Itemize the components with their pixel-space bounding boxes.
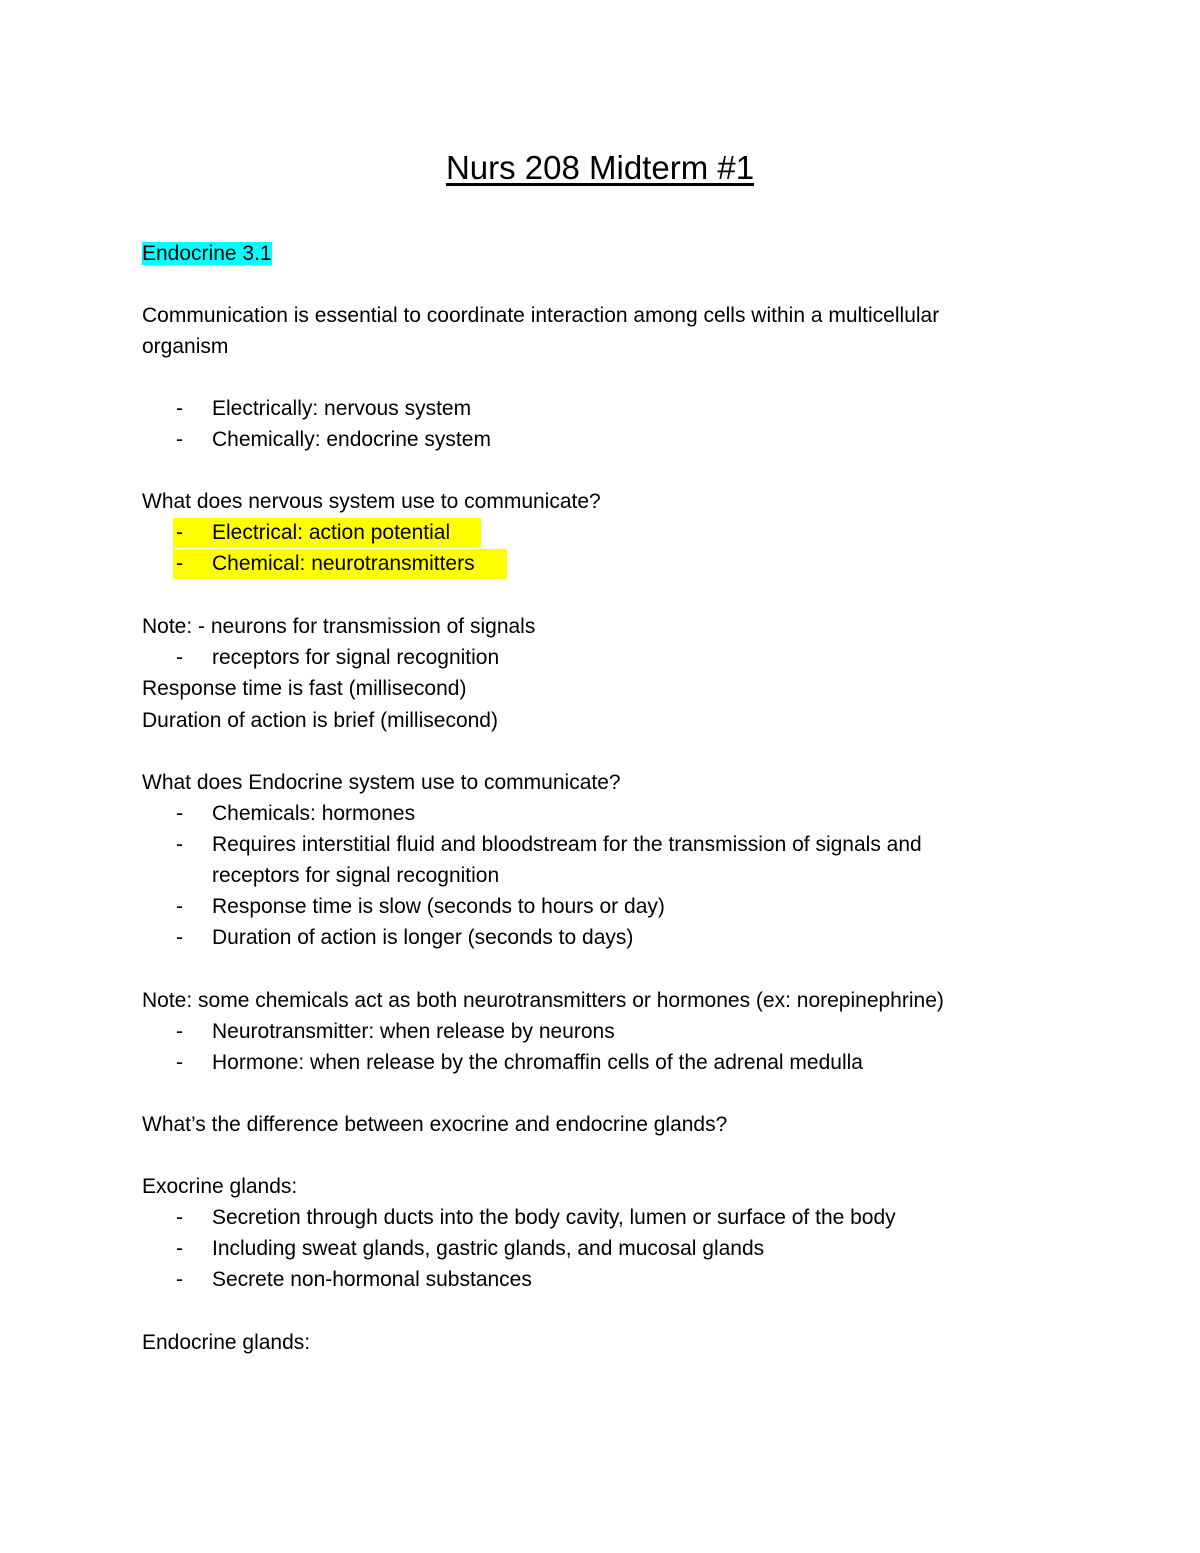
bullet-dash: - bbox=[176, 1020, 183, 1043]
bullet-dash: - bbox=[176, 895, 183, 918]
intro-text-line-2: organism bbox=[142, 335, 229, 358]
question-nervous: What does nervous system use to communicate? bbox=[142, 490, 601, 513]
list-item: Requires interstitial fluid and bloodstream for the transmission of signals and bbox=[212, 833, 922, 856]
list-item: Hormone: when release by the chromaffin cells of the adrenal medulla bbox=[212, 1051, 863, 1074]
note-dual-chemicals: Note: some chemicals act as both neurotransmitters or hormones (ex: norepinephrine) bbox=[142, 989, 944, 1012]
list-item: Secrete non-hormonal substances bbox=[212, 1268, 532, 1291]
bullet-dash: - bbox=[176, 833, 183, 856]
list-item-continuation: receptors for signal recognition bbox=[212, 864, 500, 887]
bullet-dash: - bbox=[176, 1051, 183, 1074]
bullet-dash: - bbox=[176, 1268, 183, 1291]
document-title: Nurs 208 Midterm #1 bbox=[445, 149, 755, 186]
bullet-dash: - bbox=[176, 646, 183, 669]
note-neurons: Note: - neurons for transmission of signals bbox=[142, 615, 536, 638]
list-item: Duration of action is longer (seconds to days) bbox=[212, 926, 634, 949]
bullet-dash: - bbox=[176, 926, 183, 949]
list-item: Neurotransmitter: when release by neurons bbox=[212, 1020, 615, 1043]
bullet-dash: - bbox=[176, 521, 183, 544]
highlighted-answer: Electrical: action potential bbox=[212, 521, 451, 544]
section-heading-row bbox=[142, 238, 272, 269]
exocrine-heading: Exocrine glands: bbox=[142, 1175, 298, 1198]
list-item: Secretion through ducts into the body cavity, lumen or surface of the body bbox=[212, 1206, 896, 1229]
duration-brief: Duration of action is brief (millisecond) bbox=[142, 709, 498, 732]
response-time-fast: Response time is fast (millisecond) bbox=[142, 677, 467, 700]
section-heading: Endocrine 3.1 bbox=[142, 242, 272, 265]
bullet-dash: - bbox=[176, 802, 183, 825]
endocrine-heading: Endocrine glands: bbox=[142, 1331, 311, 1354]
list-item: receptors for signal recognition bbox=[212, 646, 500, 669]
bullet-dash: - bbox=[176, 552, 183, 575]
bullet-dash: - bbox=[176, 397, 183, 420]
list-item: Chemicals: hormones bbox=[212, 802, 416, 825]
highlighted-answer: Chemical: neurotransmitters bbox=[212, 552, 475, 575]
list-item: Including sweat glands, gastric glands, and mucosal glands bbox=[212, 1237, 765, 1260]
bullet-dash: - bbox=[176, 428, 183, 451]
question-glands: What’s the difference between exocrine and endocrine glands? bbox=[142, 1113, 728, 1136]
intro-text-line-1: Communication is essential to coordinate interaction among cells within a multicellular bbox=[142, 304, 940, 327]
list-item: Chemically: endocrine system bbox=[212, 428, 491, 451]
bullet-dash: - bbox=[176, 1206, 183, 1229]
list-item: Electrically: nervous system bbox=[212, 397, 472, 420]
list-item: Response time is slow (seconds to hours or day) bbox=[212, 895, 665, 918]
question-endocrine: What does Endocrine system use to communicate? bbox=[142, 771, 621, 794]
bullet-dash: - bbox=[176, 1237, 183, 1260]
